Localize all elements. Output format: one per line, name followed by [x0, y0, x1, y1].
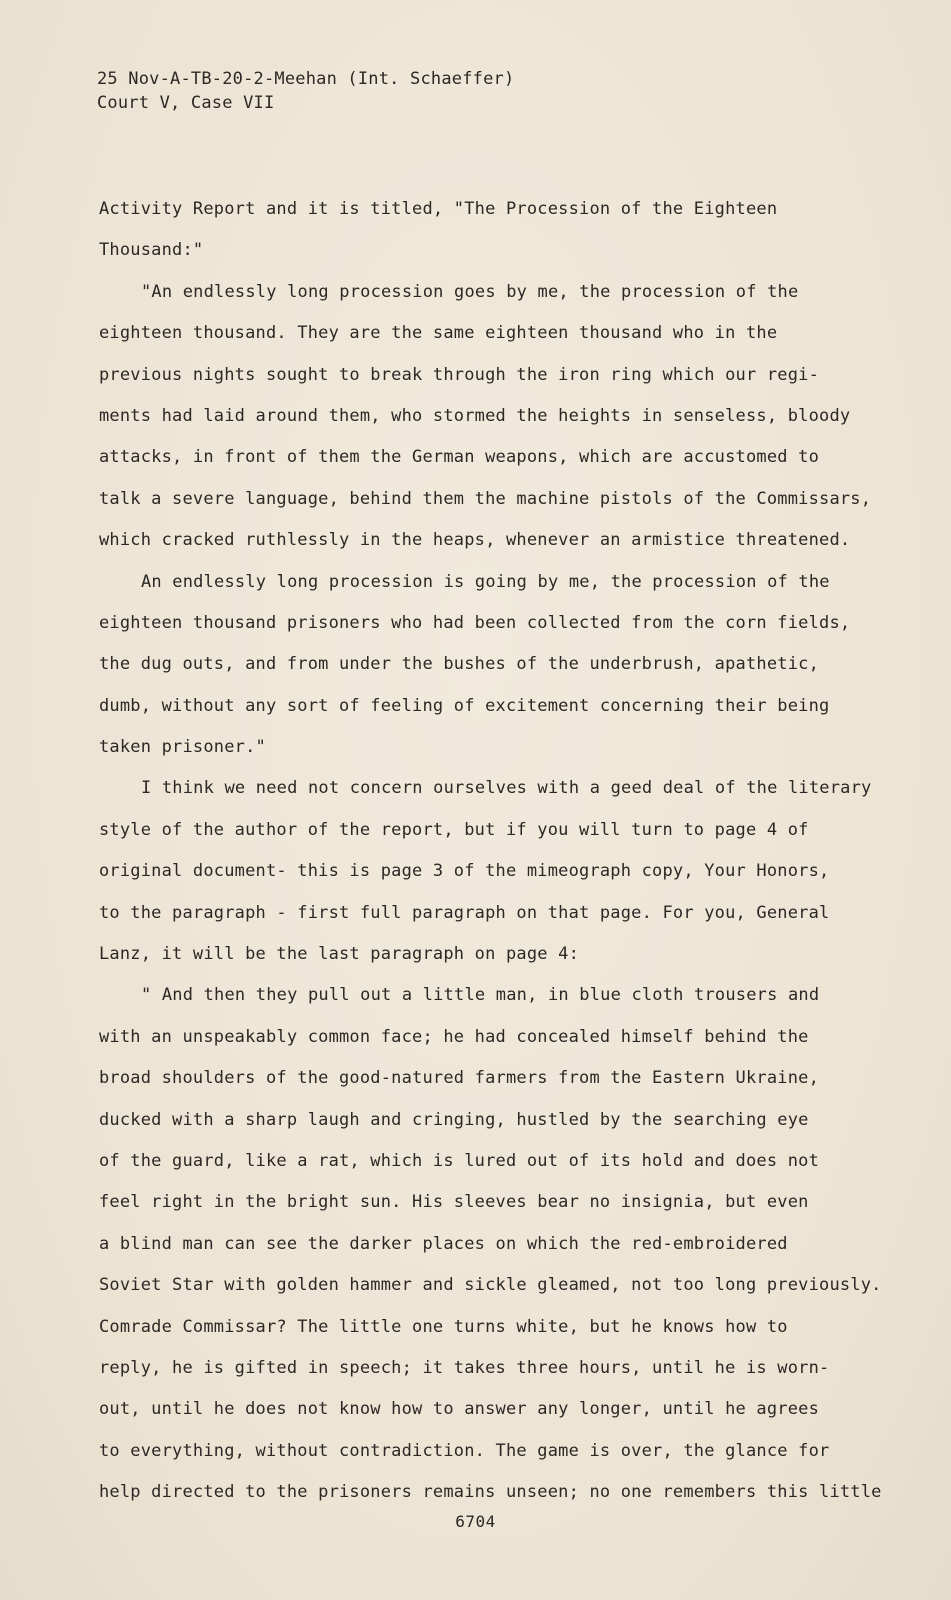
- text-line: previous nights sought to break through the iron ring which our regi-: [99, 364, 820, 385]
- transcript-body: [99, 189, 882, 1514]
- text-line: ments had laid around them, who stormed the heights in senseless, bloody: [99, 405, 851, 426]
- text-line: eighteen thousand prisoners who had been collected from the corn fields,: [99, 612, 851, 633]
- text-line: original document- this is page 3 of the mimeograph copy, Your Honors,: [99, 861, 830, 882]
- text-line: of the guard, like a rat, which is lured out of its hold and does not: [99, 1150, 820, 1171]
- text-line: help directed to the prisoners remains unseen; no one remembers this little: [99, 1482, 882, 1503]
- header-reference-line: 25 Nov-A-TB-20-2-Meehan (Int. Schaeffer): [97, 69, 515, 89]
- text-line: a blind man can see the darker places on which the red-embroidered: [99, 1233, 788, 1254]
- text-line: talk a severe language, behind them the machine pistols of the Commissars,: [99, 488, 872, 509]
- text-line: the dug outs, and from under the bushes of the underbrush, apathetic,: [99, 654, 820, 675]
- text-line: reply, he is gifted in speech; it takes three hours, until he is worn-: [99, 1357, 830, 1378]
- text-line: I think we need not concern ourselves with a geed deal of the literary: [141, 778, 872, 799]
- text-line: Lanz, it will be the last paragraph on page 4:: [99, 944, 580, 965]
- text-line: to the paragraph - first full paragraph on that page. For you, General: [99, 902, 830, 923]
- text-line: Activity Report and it is titled, "The Procession of the Eighteen: [99, 199, 778, 219]
- text-line: "An endlessly long procession goes by me, the procession of the: [141, 281, 799, 302]
- text-line: broad shoulders of the good-natured farmers from the Eastern Ukraine,: [99, 1068, 820, 1089]
- text-line: style of the author of the report, but if you will turn to page 4 of: [99, 819, 809, 840]
- text-line: An endlessly long procession is going by me, the procession of the: [141, 571, 830, 592]
- text-line: Soviet Star with golden hammer and sickle gleamed, not too long previously.: [99, 1275, 882, 1296]
- text-line: feel right in the bright sun. His sleeves bear no insignia, but even: [99, 1192, 809, 1213]
- text-line: which cracked ruthlessly in the heaps, whenever an armistice threatened.: [99, 530, 851, 551]
- text-line: out, until he does not know how to answer any longer, until he agrees: [99, 1399, 820, 1420]
- text-line: attacks, in front of them the German weapons, which are accustomed to: [99, 447, 820, 468]
- text-line: ducked with a sharp laugh and cringing, hustled by the searching eye: [99, 1109, 809, 1130]
- text-line: to everything, without contradiction. The game is over, the glance for: [99, 1440, 830, 1461]
- text-line: Thousand:": [99, 240, 204, 261]
- text-line: eighteen thousand. They are the same eighteen thousand who in the: [99, 323, 778, 344]
- text-line: with an unspeakably common face; he had concealed himself behind the: [99, 1026, 809, 1047]
- text-line: Comrade Commissar? The little one turns white, but he knows how to: [99, 1316, 788, 1337]
- header-court-line: Court V, Case VII: [97, 93, 275, 113]
- text-line: " And then they pull out a little man, in blue cloth trousers and: [141, 985, 820, 1006]
- text-line: dumb, without any sort of feeling of excitement concerning their being: [99, 695, 830, 716]
- document-header: [97, 67, 514, 115]
- text-line: taken prisoner.": [99, 737, 266, 758]
- page-number: 6704: [455, 1512, 496, 1531]
